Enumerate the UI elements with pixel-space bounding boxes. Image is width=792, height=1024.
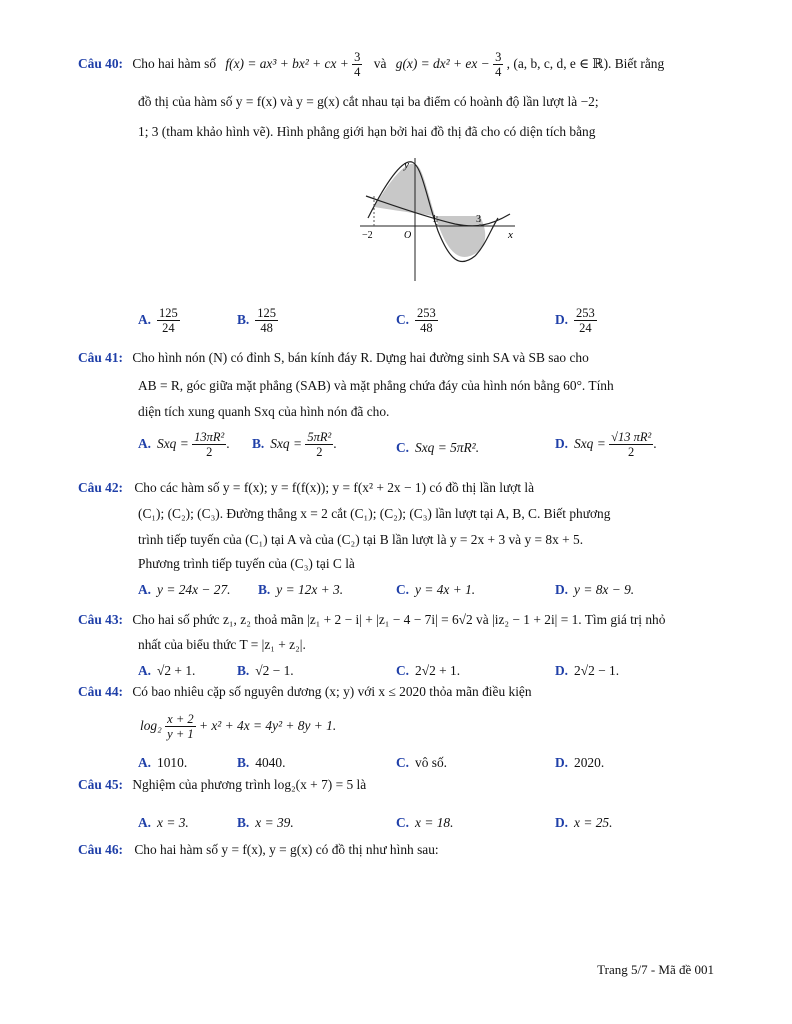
q41-line2: AB = R, góc giữa mặt phẳng (SAB) và mặt phẳng chứa đáy của hình nón bằng 60°. Tính [138,378,614,393]
q45-option-a[interactable]: A. x = 3. [138,815,189,830]
q40-option-d[interactable]: D. $\frac{253}{24}$ [555,306,595,336]
question-label: Câu 40: [78,55,124,71]
q43-line1: Câu 43: Cho hai số phức z₁, z₂ thoả mãn |z₁ + 2 − i| + |z₁ − 4 − 7i| = 6√2 và |iz₂ − 1 + 2i| = 1. Tìm giá trị nhỏ [78,612,666,627]
q44-option-b[interactable]: B. 4040. [237,755,286,770]
q45-option-d[interactable]: D. x = 25. [555,815,613,830]
q42-line4: Phương trình tiếp tuyến của (C₃) tại C là [138,556,355,571]
q41-line1: Câu 41: Cho hình nón (N) có đỉnh S, bán kính đáy R. Dựng hai đường sinh SA và SB sao cho [78,350,589,365]
q40-line3: 1; 3 (tham khảo hình vẽ). Hình phẳng giới hạn bởi hai đồ thị đã cho có diện tích bằng [138,124,596,139]
page-footer: Trang 5/7 - Mã đề 001 [597,962,714,977]
tick-label-minus2: −2 [362,230,373,241]
q44-option-d[interactable]: D. 2020. [555,755,605,770]
fraction: $\frac{3}{4}$ [354,50,361,80]
q43-option-a[interactable]: A. √2 + 1. [138,663,196,678]
tick-label-3: 3 [476,214,481,225]
q42-option-b[interactable]: B. y = 12x + 3. [258,582,344,597]
question-label: Câu 42: [78,480,124,495]
x-axis-label: x [508,229,513,241]
q45-option-b[interactable]: B. x = 39. [237,815,294,830]
question-label: Câu 46: [78,842,124,857]
q42-line1: Câu 42: Cho các hàm số y = f(x); y = f(f(x)); y = f(x² + 2x − 1) có đồ thị lần lượt là [78,480,535,495]
q40-option-b[interactable]: B. $\frac{125}{48}$ [237,306,277,336]
q41-line3: diện tích xung quanh Sxq của hình nón đã cho. [138,404,390,419]
q43-option-c[interactable]: C. 2√2 + 1. [396,663,461,678]
question-label: Câu 43: [78,612,124,627]
origin-label: O [404,230,412,241]
question-label: Câu 45: [78,777,124,792]
q40-graph [360,156,520,286]
q41-option-c[interactable]: C. Sxq = 5πR². [396,440,480,455]
q44-option-a[interactable]: A. 1010. [138,755,188,770]
q41-option-b[interactable]: B. Sxq = $\frac{\text{5πR²}}{2}$ . [252,430,337,460]
q42-option-d[interactable]: D. y = 8x − 9. [555,582,635,597]
q43-line2: nhất của biểu thức T = |z₁ + z₂|. [138,637,306,652]
q45-line1: Câu 45: Nghiệm của phương trình log₂(x + 7) = 5 là [78,777,367,792]
q43-option-d[interactable]: D. 2√2 − 1. [555,663,620,678]
q45-option-c[interactable]: C. x = 18. [396,815,454,830]
q46-line1: Câu 46: Cho hai hàm số y = f(x), y = g(x) có đồ thị như hình sau: [78,842,439,857]
q41-option-d[interactable]: D. Sxq = $\frac{\text{√13 πR²}}{2}$ . [555,430,657,460]
q41-option-a[interactable]: A. Sxq = $\frac{\text{13πR²}}{2}$ . [138,430,230,460]
q42-line3: trình tiếp tuyến của (C₁) tại A và của (C₂) tại B lần lượt là y = 2x + 3 và y = 8x + 5. [138,532,584,547]
question-label: Câu 41: [78,350,124,365]
fraction: $\frac{3}{4}$ [495,50,502,80]
q42-line2: (C₁); (C₂); (C₃). Đường thẳng x = 2 cắt (C₁); (C₂); (C₃) lần lượt tại A, B, C. Biết phương [138,506,611,521]
q43-option-b[interactable]: B. √2 − 1. [237,663,294,678]
q42-option-a[interactable]: A. y = 24x − 27. [138,582,231,597]
q44-equation: log₂ $\frac{x + 2}{y + 1}$ + x² + 4x = 4y² + 8y + 1. [140,712,337,742]
y-axis-label: y [404,159,409,171]
q40-option-a[interactable]: A. $\frac{125}{24}$ [138,306,178,336]
q44-option-c[interactable]: C. vô số. [396,755,448,770]
q40-option-c[interactable]: C. $\frac{253}{48}$ [396,306,436,336]
q44-line1: Câu 44: Có bao nhiêu cặp số nguyên dương (x; y) với x ≤ 2020 thỏa mãn điều kiện [78,684,532,699]
question-label: Câu 44: [78,684,124,699]
tick-label-1: 1 [432,214,437,225]
q40-line1: Câu 40: Cho hai hàm số f(x) = ax³ + bx² + cx + $\frac{3}{4}$ và g(x) = dx² + ex − $\frac{3}{4}$ , (a, b, c, d, e ∈ ℝ). Biết rằng [78,50,665,80]
q42-option-c[interactable]: C. y = 4x + 1. [396,582,476,597]
q40-line2: đồ thị của hàm số y = f(x) và y = g(x) cắt nhau tại ba điểm có hoành độ lần lượt là −2; [138,94,599,109]
